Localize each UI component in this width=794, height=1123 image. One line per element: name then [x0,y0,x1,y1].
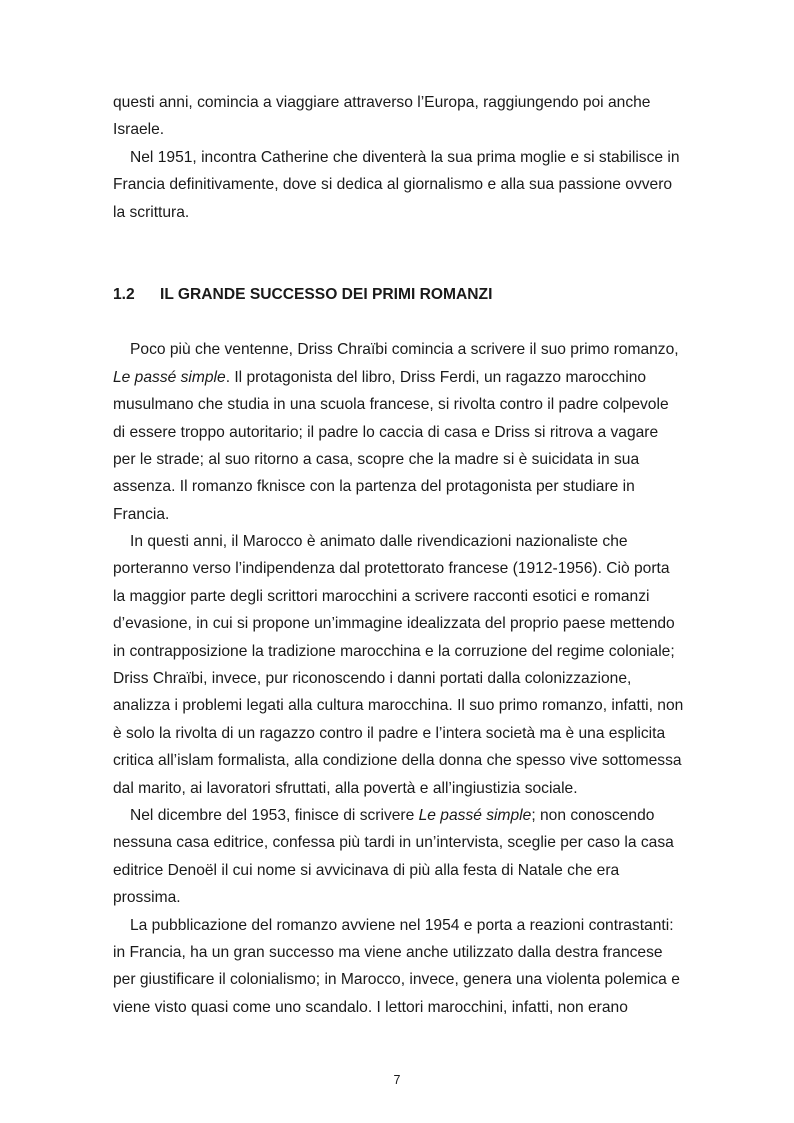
text-line: la scrittura. [113,203,190,221]
section-number: 1.2 [113,285,135,303]
text-line: Driss Chraïbi, invece, pur riconoscendo i danni portati dalla colonizzazione, [113,670,632,688]
text-fragment: . Il protagonista del libro, Driss Ferdi, un ragazzo marocchino [225,368,647,386]
text-line: Francia. [113,505,170,523]
text-line: di essere troppo autoritario; il padre lo caccia di casa e Driss si ritrova a vagare [113,423,659,441]
text-line: in contrapposizione la tradizione marocchina e la corruzione del regime coloniale; [113,642,675,660]
text-line: Israele. [113,121,165,139]
text-line: per le strade; al suo ritorno a casa, scopre che la madre si è suicidata in sua [113,450,640,468]
text-line: Poco più che ventenne, Driss Chraïbi comincia a scrivere il suo primo romanzo, [130,341,679,359]
text-line: musulmano che studia in una scuola francese, si rivolta contro il padre colpevole [113,396,669,414]
text-line: viene visto quasi come uno scandalo. I lettori marocchini, infatti, non erano [113,998,628,1016]
text-fragment: Nel dicembre del 1953, finisce di scrivere [130,807,419,824]
intro-paragraph [113,89,701,226]
text-line: d’evasione, in cui si propone un’immagine idealizzata del proprio paese mettendo [113,615,675,633]
text-line: porteranno verso l’indipendenza dal protettorato francese (1912-1956). Ciò porta [113,560,670,578]
text-line: prossima. [113,889,181,907]
text-line: analizza i problemi legati alla cultura marocchina. Il suo primo romanzo, infatti, non [113,697,684,715]
book-title: Le passé simple [113,368,226,386]
page-number: 7 [393,1073,401,1087]
text-line: questi anni, comincia a viaggiare attraverso l’Europa, raggiungendo poi anche [113,94,651,111]
paragraph-4 [113,912,701,1022]
text-line: per giustificare il colonialismo; in Marocco, invece, genera una violenta polemica e [113,971,680,989]
text-line: assenza. Il romanzo fknisce con la partenza del protagonista per studiare in [113,478,635,496]
text-line: In questi anni, il Marocco è animato dalle rivendicazioni nazionaliste che [130,533,628,551]
text-line: la maggior parte degli scrittori marocchini a scrivere racconti esotici e romanzi [113,587,650,605]
text-line: nessuna casa editrice, confessa più tardi in un’intervista, sceglie per caso la casa [113,834,674,852]
paragraph-3 [113,802,701,912]
text-line: in Francia, ha un gran successo ma viene anche utilizzato dalla destra francese [113,943,663,961]
text-line [113,364,701,391]
text-line: è solo la rivolta di un ragazzo contro il padre e l’intera società ma è una esplicita [113,724,666,742]
text-line: critica all’islam formalista, alla condizione della donna che spesso vive sottomessa [113,752,682,770]
text-line: La pubblicazione del romanzo avviene nel 1954 e porta a reazioni contrastanti: [130,916,674,934]
paragraph-1 [113,336,701,528]
text-line: editrice Denoël il cui nome si avvicinava di più alla festa di Natale che era [113,861,620,879]
section-gap [113,226,701,281]
text-line: Francia definitivamente, dove si dedica al giornalismo e alla sua passione ovvero [113,176,673,194]
text-line: Nel 1951, incontra Catherine che diventerà la sua prima moglie e si stabilisce in [130,148,680,166]
document-page [113,89,701,1021]
section-heading [113,281,701,308]
text-fragment: ; non conoscendo [531,807,655,824]
book-title: Le passé simple [418,807,532,824]
paragraph-2 [113,528,701,802]
section-title: IL GRANDE SUCCESSO DEI PRIMI ROMANZI [160,285,493,303]
text-line [113,802,701,829]
text-line: dal marito, ai lavoratori sfruttati, alla povertà e all’ingiustizia sociale. [113,779,578,797]
